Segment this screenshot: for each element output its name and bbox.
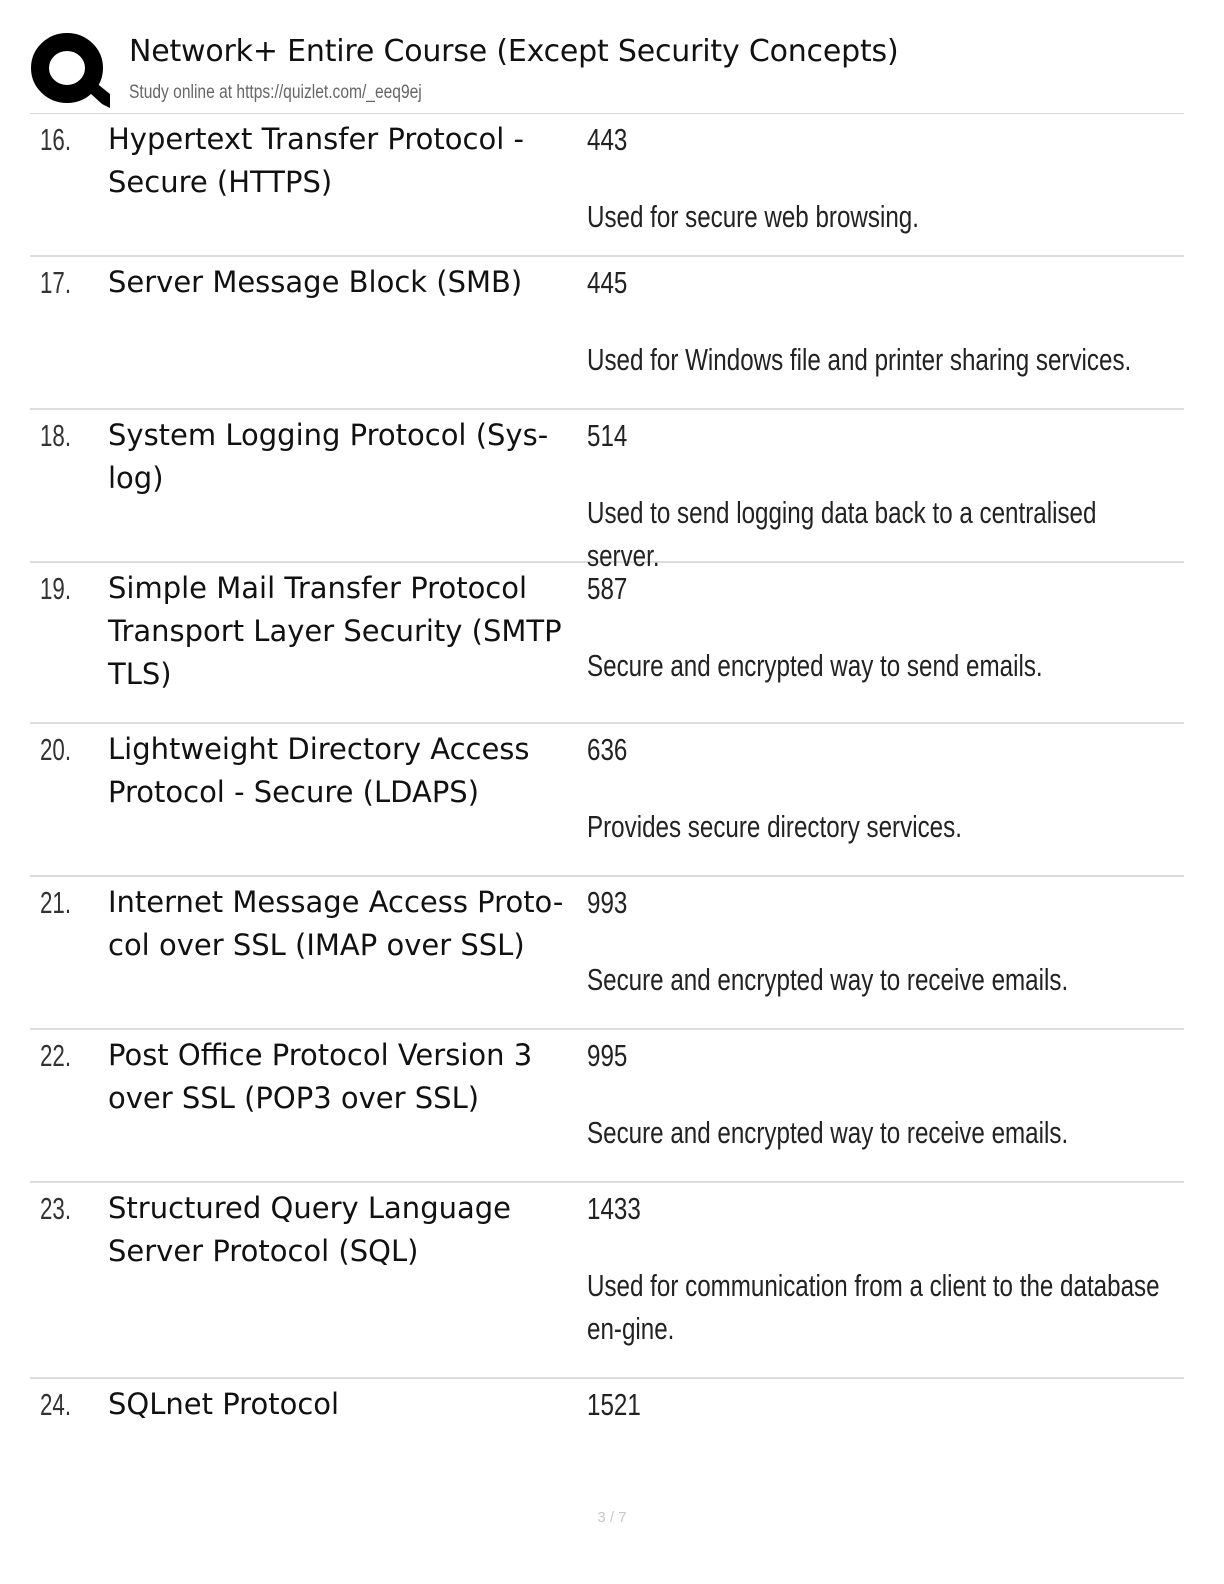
- card-description: Secure and encrypted way to send emails.: [587, 648, 1043, 683]
- card-description: Used for communication from a client to the database en-gine.: [587, 1268, 1160, 1346]
- flashcard: [30, 257, 1184, 410]
- card-number: 23.: [40, 1191, 72, 1226]
- flashcard: [30, 1183, 1184, 1379]
- card-number: 24.: [40, 1387, 72, 1422]
- card-term: Structured Query Language Server Protocol (SQL): [108, 1191, 511, 1268]
- card-term: Simple Mail Transfer Protocol Transport Layer Security (SMTP TLS): [108, 571, 562, 691]
- card-definition: [587, 414, 1177, 577]
- card-number: 21.: [40, 885, 72, 920]
- card-definition: [587, 1187, 1177, 1350]
- card-port: 993: [587, 885, 628, 920]
- card-term: Internet Message Access Proto-col over SSL (IMAP over SSL): [108, 885, 564, 962]
- flashcard: [30, 1379, 1184, 1479]
- flashcard: [30, 410, 1184, 573]
- flashcard: [30, 877, 1184, 1030]
- card-number: 18.: [40, 418, 72, 453]
- card-definition: [587, 728, 1177, 848]
- card-term: Post Office Protocol Version 3 over SSL (POP3 over SSL): [108, 1038, 533, 1115]
- card-number: 22.: [40, 1038, 72, 1073]
- card-port: 514: [587, 418, 628, 453]
- card-term: System Logging Protocol (Sys-log): [108, 418, 549, 495]
- card-number: 20.: [40, 732, 72, 767]
- card-description: Used for Windows file and printer sharing services.: [587, 342, 1132, 377]
- card-number: 17.: [40, 265, 72, 300]
- card-port: 995: [587, 1038, 628, 1073]
- card-port: 1521: [587, 1387, 641, 1422]
- card-description: Used to send logging data back to a centralised server.: [587, 495, 1097, 573]
- flashcard: [30, 1030, 1184, 1183]
- card-definition: [587, 881, 1177, 1001]
- quizlet-logo: [30, 32, 110, 108]
- study-online-link[interactable]: Study online at https://quizlet.com/_eeq9ej: [129, 82, 422, 103]
- flashcard: [30, 114, 1184, 257]
- card-term: SQLnet Protocol: [108, 1387, 340, 1421]
- flashcard-list: [30, 114, 1184, 1479]
- card-term: Server Message Block (SMB): [108, 265, 523, 299]
- card-port: 1433: [587, 1191, 641, 1226]
- card-definition: [587, 1383, 1177, 1427]
- card-number: 16.: [40, 122, 72, 157]
- card-definition: [587, 261, 1177, 381]
- flashcard: [30, 563, 1184, 724]
- card-port: 445: [587, 265, 628, 300]
- card-definition: [587, 118, 1177, 238]
- card-description: Used for secure web browsing.: [587, 199, 919, 234]
- page-number: 3 / 7: [597, 1509, 627, 1526]
- card-port: 636: [587, 732, 628, 767]
- card-term: Hypertext Transfer Protocol - Secure (HTTPS): [108, 122, 524, 199]
- document-title: Network+ Entire Course (Except Security Concepts): [129, 34, 899, 69]
- card-definition: [587, 1034, 1177, 1154]
- card-term: Lightweight Directory Access Protocol - Secure (LDAPS): [108, 732, 530, 809]
- card-description: Secure and encrypted way to receive emails.: [587, 962, 1069, 997]
- card-port: 443: [587, 122, 628, 157]
- card-description: Secure and encrypted way to receive emails.: [587, 1115, 1069, 1150]
- flashcard: [30, 724, 1184, 877]
- card-port: 587: [587, 571, 628, 606]
- card-description: Provides secure directory services.: [587, 809, 962, 844]
- card-number: 19.: [40, 571, 72, 606]
- card-definition: [587, 567, 1177, 687]
